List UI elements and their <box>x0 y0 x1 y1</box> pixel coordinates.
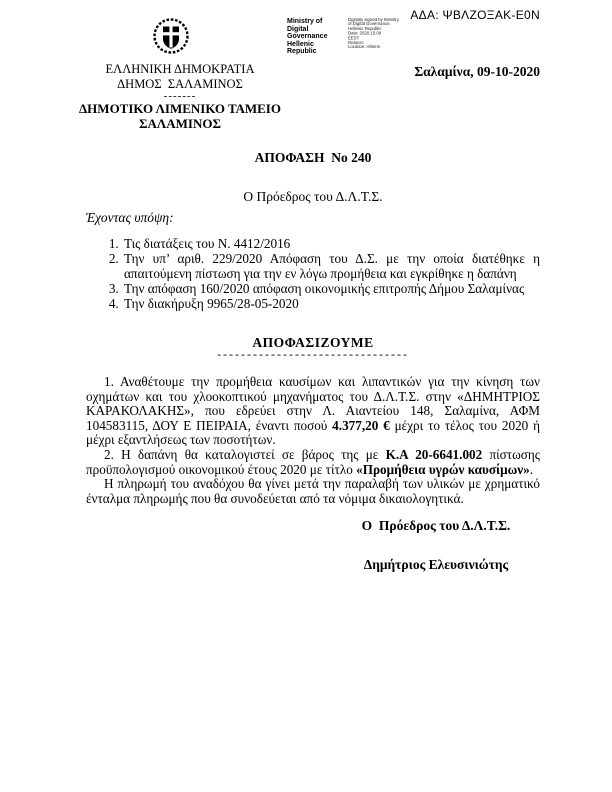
decision-title: ΑΠΟΦΑΣΗ Νο 240 <box>254 150 372 165</box>
paragraph-award-text: 1. Αναθέτουμε την προμήθεια καυσίμων και λιπαντικών για την κίνηση των οχημάτων και του χλοοκοπτικού μηχανήματος του Δ.Λ.Τ.Σ. στην «ΔΗΜΗΤΡΙΟΣ ΚΑΡΑΚΟΛΑΚΗΣ», που εδρεύει στην Λ. Αιαντείου 148, Σαλαμίνα, ΑΦΜ 104583115, ΔΟΥ Ε ΠΕΙΡΑΙΑ, έναντι ποσού <box>86 374 540 433</box>
consideration-item: 4. Την διακήρυξη 9965/28-05-2020 <box>122 296 540 311</box>
header-separator: ------- <box>163 90 197 102</box>
ada-code: ΑΔΑ: ΨΒΛΖΟΞΑΚ-Ε0Ν <box>410 8 540 22</box>
stamp-ministry-text <box>287 18 343 63</box>
preamble-label: Έχοντας υπόψη: <box>86 210 174 225</box>
stamp-signature-details <box>348 18 427 50</box>
place-and-date: Σαλαμίνα, 09-10-2020 <box>414 64 540 79</box>
stamp-signature-line: of Digital Governance, <box>348 22 391 27</box>
signer-name: Δημήτριος Ελευσινιώτης <box>363 557 509 572</box>
verdict-heading: ΑΠΟΦΑΣΙΖΟΥΜΕ <box>252 335 374 350</box>
stamp-signature-line: Date: 2020.10.09 <box>348 31 382 37</box>
verdict-separator: -------------------------------- <box>217 347 409 361</box>
paragraph-budget-text-after: . <box>529 461 534 477</box>
budget-code: Κ.Α 20-6641.002 <box>385 446 483 462</box>
header-republic: ΕΛΛΗΝΙΚΗ ΔΗΜΟΚΡΑΤΙΑ <box>105 62 255 76</box>
stamp-signature-line: Location: Athens <box>348 45 380 50</box>
stamp-ministry-line: Hellenic Republic <box>287 40 317 55</box>
government-header <box>30 62 330 131</box>
decision-body <box>86 375 540 506</box>
paragraph-payment: Η πληρωμή του αναδόχου θα γίνει μετά την παραλαβή των υλικών με χρηματικό ένταλμα πληρωμής που θα συνοδεύεται από τα νόμιμα δικαιολογητικά. <box>86 476 540 506</box>
stamp-signature-line: Digitally signed by Ministry <box>348 18 399 23</box>
header-port-fund-place: ΣΑΛΑΜΙΝΟΣ <box>139 116 221 131</box>
digital-signature-stamp <box>287 18 458 63</box>
stamp-signature-line: EEST <box>348 36 360 41</box>
paragraph-award-text-after: μέχρι το τέλος του 2020 ή μέχρι εξαντλήσεως των ποσοτήτων. <box>86 417 540 448</box>
stamp-ministry-line: Ministry of Digital <box>287 18 323 33</box>
decision-subtitle: Ο Πρόεδρος του Δ.Λ.Τ.Σ. <box>243 189 383 204</box>
consideration-item: 2. Την υπ’ αριθ. 229/2020 Απόφαση του Δ.Σ. με την οποία διατέθηκε η απαιτούμενη πίστωση για την εν λόγω προμήθεια και εγκρίθηκε η δαπάνη <box>122 251 540 281</box>
paragraph-budget <box>86 448 540 477</box>
header-municipality: ΔΗΜΟΣ ΣΑΛΑΜΙΝΟΣ <box>117 76 243 91</box>
consideration-item: 1. Τις διατάξεις του Ν. 4412/2016 <box>122 236 540 251</box>
greek-coat-of-arms-icon <box>152 17 190 55</box>
header-port-fund: ΔΗΜΟΤΙΚΟ ΛΙΜΕΝΙΚΟ ΤΑΜΕΙΟ <box>79 101 281 116</box>
stamp-ministry-line: Governance <box>287 33 328 40</box>
stamp-signature-line: Hellenic Republic <box>348 27 382 32</box>
award-amount: 4.377,20 € <box>332 417 390 433</box>
paragraph-budget-text-middle: πίστωσης προϋπολογισμού οικονομικού έτους 2020 με τίτλο <box>86 446 541 477</box>
signature-block <box>311 518 561 573</box>
paragraph-award <box>86 375 540 448</box>
paragraph-budget-text: 2. Η δαπάνη θα καταλογιστεί σε βάρος της με <box>104 446 386 462</box>
budget-title: «Προμήθεια υγρών καυσίμων» <box>356 461 530 477</box>
considerations-list <box>86 236 540 311</box>
consideration-item: 3. Την απόφαση 160/2020 απόφαση οικονομικής επιτροπής Δήμου Σαλαμίνας <box>122 281 540 296</box>
stamp-signature-line: Reason: <box>348 41 365 46</box>
signer-role: Ο Πρόεδρος του Δ.Λ.Τ.Σ. <box>361 518 511 533</box>
